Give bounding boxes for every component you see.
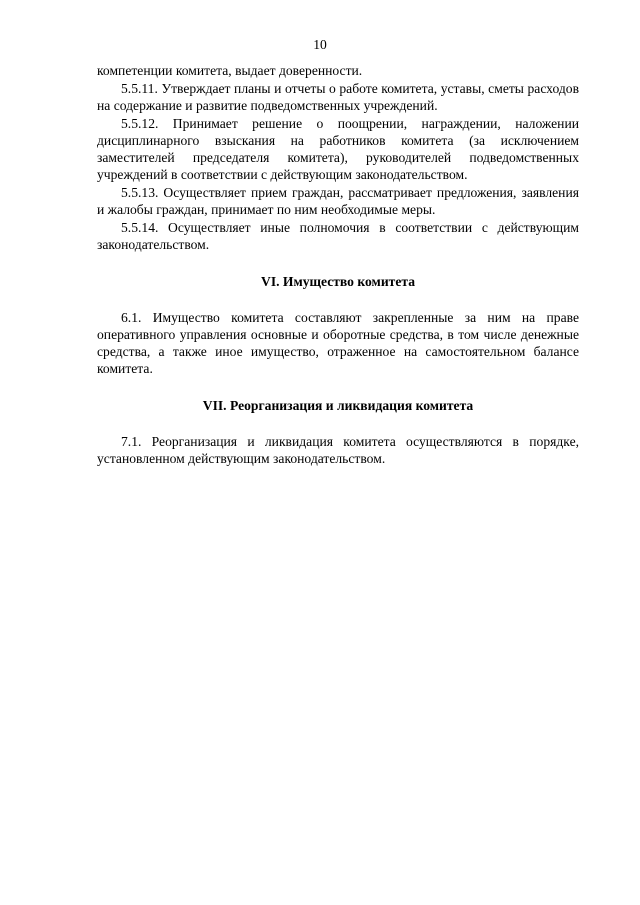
page-number: 10 xyxy=(313,37,327,52)
paragraph-5-5-14: 5.5.14. Осуществляет иные полномочия в соответствии с действующим законодательством. xyxy=(97,220,579,252)
paragraph-6-1: 6.1. Имущество комитета составляют закрепленные за ним на праве оперативного управления основные и оборотные средства, в том числе денежные средства, а также иное имущество, отраженное на самостоятельном балансе комитета. xyxy=(97,310,579,376)
section-7-heading: VII. Реорганизация и ликвидация комитета xyxy=(202,398,474,413)
paragraph-5-5-11: 5.5.11. Утверждает планы и отчеты о работе комитета, уставы, сметы расходов на содержание и развитие подведомственных учреждений. xyxy=(97,81,579,113)
section-6-heading: VI. Имущество комитета xyxy=(261,274,415,289)
paragraph-5-5-13: 5.5.13. Осуществляет прием граждан, рассматривает предложения, заявления и жалобы граждан, принимает по ним необходимые меры. xyxy=(97,185,579,217)
document-body xyxy=(97,62,579,467)
paragraph-7-1: 7.1. Реорганизация и ликвидация комитета осуществляются в порядке, установленном действующим законодательством. xyxy=(97,434,579,466)
paragraph-5-5-12: 5.5.12. Принимает решение о поощрении, награждении, наложении дисциплинарного взыскания на работников комитета (за исключением заместителей председателя комитета), руководителей подведомственных учреждений в соответствии с действующим законодательством. xyxy=(97,116,579,182)
paragraph-continuation: компетенции комитета, выдает доверенности. xyxy=(97,63,363,78)
